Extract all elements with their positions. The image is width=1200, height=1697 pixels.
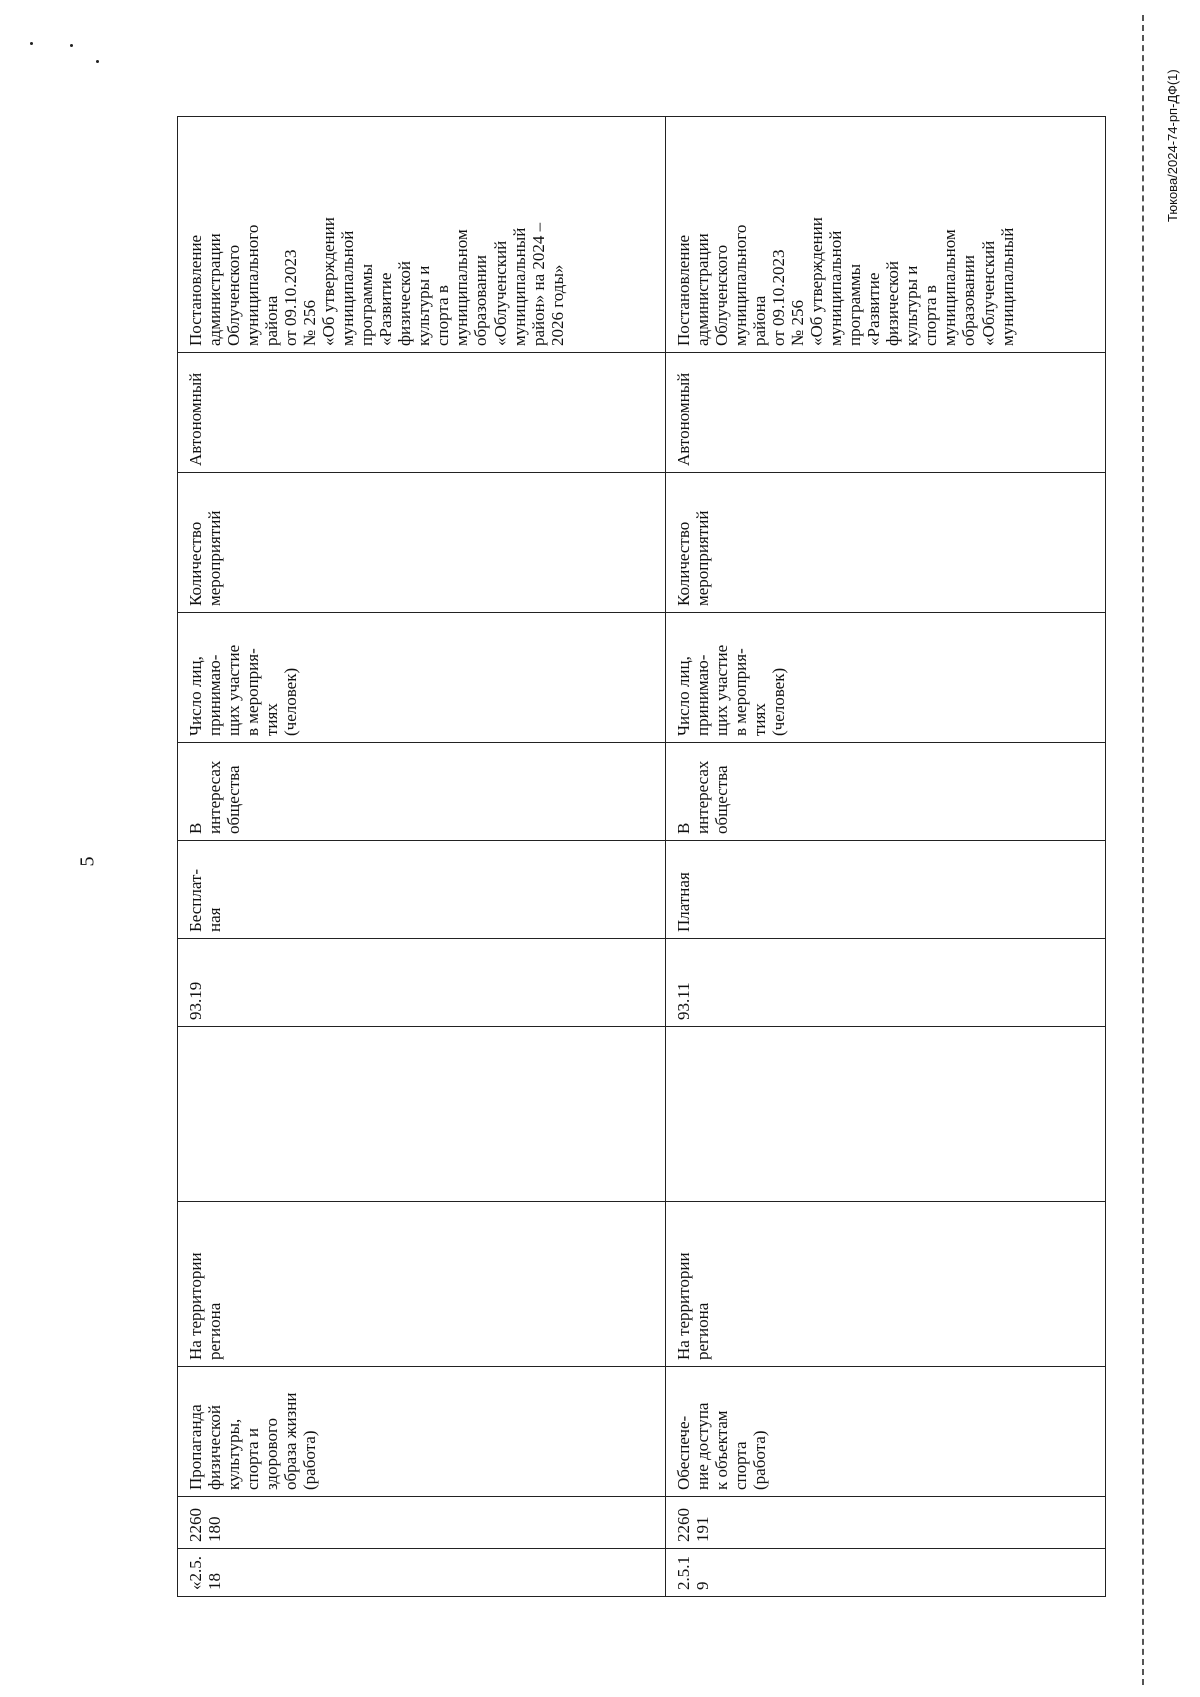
table-row: [666, 117, 1106, 1597]
cell-payment: Бесплат- ная: [178, 841, 666, 939]
cell-payment: Платная: [666, 841, 1106, 939]
cell-registry-number: 2260180: [178, 1497, 666, 1549]
scan-speck: [30, 42, 33, 45]
cell-legal-basis: Постановление администрации Облученского муниципального района от 09.10.2023 № 256 «Об утверждении муниципальной программы «Развитие физической культуры и спорта в муниципальном образовании «Облученский муниципальный район» на 2024 – 2026 годы»: [178, 117, 666, 353]
cell-code: 2.5.19: [666, 1549, 1106, 1597]
cell-indicator: Число лиц, принимаю- щих участие в мероприя- тиях (человек): [178, 613, 666, 743]
cell-volume: Количество мероприятий: [666, 473, 1106, 613]
services-table: [177, 116, 1106, 1597]
cell-interest: В интересах общества: [666, 743, 1106, 841]
scan-speck: [96, 60, 99, 63]
cell-indicator: Число лиц, принимаю- щих участие в мероприя- тиях (человек): [666, 613, 1106, 743]
cell-okved: 93.19: [178, 939, 666, 1027]
cell-empty: [666, 1027, 1106, 1202]
cell-code: «2.5.18: [178, 1549, 666, 1597]
rotated-table-wrapper: [177, 117, 1105, 1597]
scan-edge-line: [1142, 15, 1144, 1685]
cell-place: На территории региона: [178, 1202, 666, 1367]
cell-institution-type: Автономный: [666, 353, 1106, 473]
cell-registry-number: 2260191: [666, 1497, 1106, 1549]
cell-institution-type: Автономный: [178, 353, 666, 473]
cell-legal-basis: Постановление администрации Облученского муниципального района от 09.10.2023 № 256 «Об утверждении муниципальной программы «Развитие физической культуры и спорта в муниципальном образовании «Облученский муниципальный: [666, 117, 1106, 353]
footer-document-code: Тюкова/2024-74-рп-ДФ(1): [1165, 69, 1180, 222]
cell-empty: [178, 1027, 666, 1202]
cell-place: На территории региона: [666, 1202, 1106, 1367]
cell-service-name: Пропаганда физической культуры, спорта и здорового образа жизни (работа): [178, 1367, 666, 1497]
table-row: [178, 117, 666, 1597]
scan-speck: [70, 44, 73, 47]
cell-service-name: Обеспече- ние доступа к объектам спорта (работа): [666, 1367, 1106, 1497]
cell-interest: В интересах общества: [178, 743, 666, 841]
page-number: 5: [76, 856, 99, 867]
cell-volume: Количество мероприятий: [178, 473, 666, 613]
cell-okved: 93.11: [666, 939, 1106, 1027]
